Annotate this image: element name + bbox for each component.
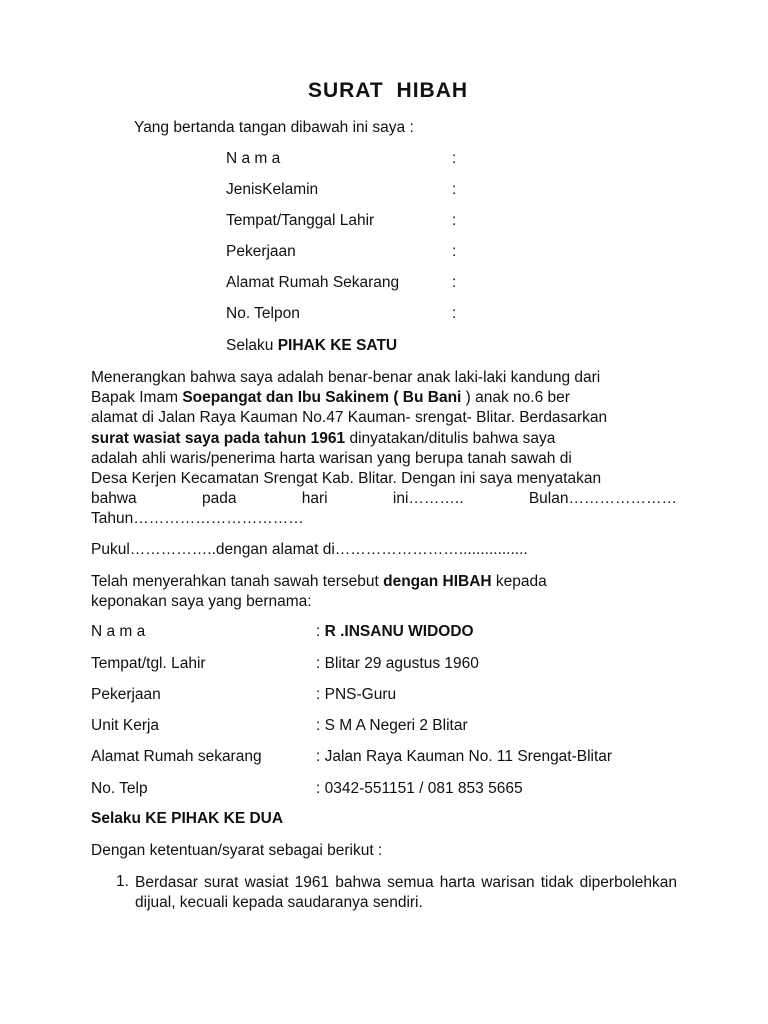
paragraph-line [91,368,677,388]
line-text: Desa Kerjen Kecamatan Srengat Kab. Blitar. Dengan ini saya menyatakan [91,470,602,488]
intro-text: Yang bertanda tangan dibawah ini saya : [134,119,414,136]
bold-names: Soepangat dan Ibu Sakinem ( Bu Bani [182,389,462,407]
paragraph-line [91,572,677,592]
field-label: Alamat Rumah Sekarang [226,274,400,291]
field-label: JenisKelamin [226,181,319,198]
line-text: dinyatakan/ditulis bahwa saya [345,429,556,447]
word: hari [301,490,328,508]
condition-text: Berdasar surat wasiat 1961 bahwa semua harta warisan tidak diperbolehkan dijual, kecuali kepada saudaranya sendiri. [135,874,677,912]
value-colon: : [316,623,325,640]
first-party-gender-row [226,181,626,203]
second-party-role: Selaku KE PIHAK KE DUA [91,810,284,827]
field-value: : Jalan Raya Kauman No. 11 Srengat-Blitar [316,748,613,765]
handover-paragraph [91,572,677,612]
second-party-job-row [91,686,691,708]
statement-paragraph [91,368,677,530]
field-value [316,623,474,641]
line-text: Menerangkan bahwa saya adalah benar-benar anak laki-laki kandung dari [91,369,601,386]
second-party-workplace-row [91,717,691,739]
field-colon: : [452,274,457,291]
field-label: Unit Kerja [91,717,160,734]
field-label: Pekerjaan [226,243,296,260]
word: ini……….. [392,490,464,508]
line-text: alamat di Jalan Raya Kauman No.47 Kauman- srengat- Blitar. Berdasarkan [91,409,608,427]
word: pada [201,490,237,508]
field-value: : S M A Negeri 2 Blitar [316,717,468,734]
field-label: Tempat/tgl. Lahir [91,655,206,672]
field-colon: : [452,212,457,229]
conditions-intro: Dengan ketentuan/syarat sebagai berikut : [91,842,383,859]
first-party-birth-row [226,212,626,234]
first-party-phone-row [226,305,626,327]
word: bahwa [91,490,137,508]
paragraph-line [91,388,677,408]
line-text: keponakan saya yang bernama: [91,593,312,611]
first-party-address-row [226,274,626,296]
role-prefix: Selaku [226,337,278,354]
paragraph-line [91,449,677,469]
field-label: N a m a [226,150,281,167]
role-bold: PIHAK KE SATU [277,337,398,354]
field-colon: : [452,181,457,198]
bold-will: surat wasiat saya pada tahun 1961 [91,429,346,447]
field-label: Tempat/Tanggal Lahir [226,212,375,229]
second-party-birth-row [91,655,691,677]
paragraph-line [91,429,677,449]
field-colon: : [452,150,457,167]
paragraph-line [91,509,677,529]
first-party-name-row [226,150,626,172]
field-label: No. Telpon [226,305,300,322]
paragraph-line-spread [91,489,677,509]
field-colon: : [452,243,457,260]
line-text: adalah ahli waris/penerima harta warisan yang berupa tanah sawah di [91,449,572,467]
condition-number: 1. [116,873,129,890]
paragraph-line [91,592,677,612]
field-label: No. Telp [91,780,148,797]
second-party-name-row [91,623,691,645]
paragraph-line [91,408,677,428]
second-party-phone-row [91,780,691,802]
field-value: : Blitar 29 agustus 1960 [316,655,479,672]
field-label: N a m a [91,623,146,640]
field-label: Alamat Rumah sekarang [91,748,262,765]
paragraph-line [91,469,677,489]
time-address-line: Pukul……………..dengan alamat di……………………................ [91,541,528,558]
bold-hibah: dengan HIBAH [383,573,492,590]
field-colon: : [452,305,457,322]
line-text: Tahun…………………………… [91,510,304,528]
first-party-job-row [226,243,626,265]
recipient-name: R .INSANU WIDODO [324,623,474,640]
second-party-address-row [91,748,691,770]
line-text: ) anak no.6 ber [461,389,570,407]
line-text: Bapak Imam [91,389,183,407]
field-value: : PNS-Guru [316,686,397,703]
first-party-role [226,337,397,355]
field-label: Pekerjaan [91,686,161,703]
word: Bulan………………… [528,490,677,508]
line-text: Telah menyerahkan tanah sawah tersebut [91,573,384,590]
document-title: SURAT HIBAH [307,79,469,102]
field-value: : 0342-551151 / 081 853 5665 [316,780,523,797]
line-text: kepada [491,573,547,590]
